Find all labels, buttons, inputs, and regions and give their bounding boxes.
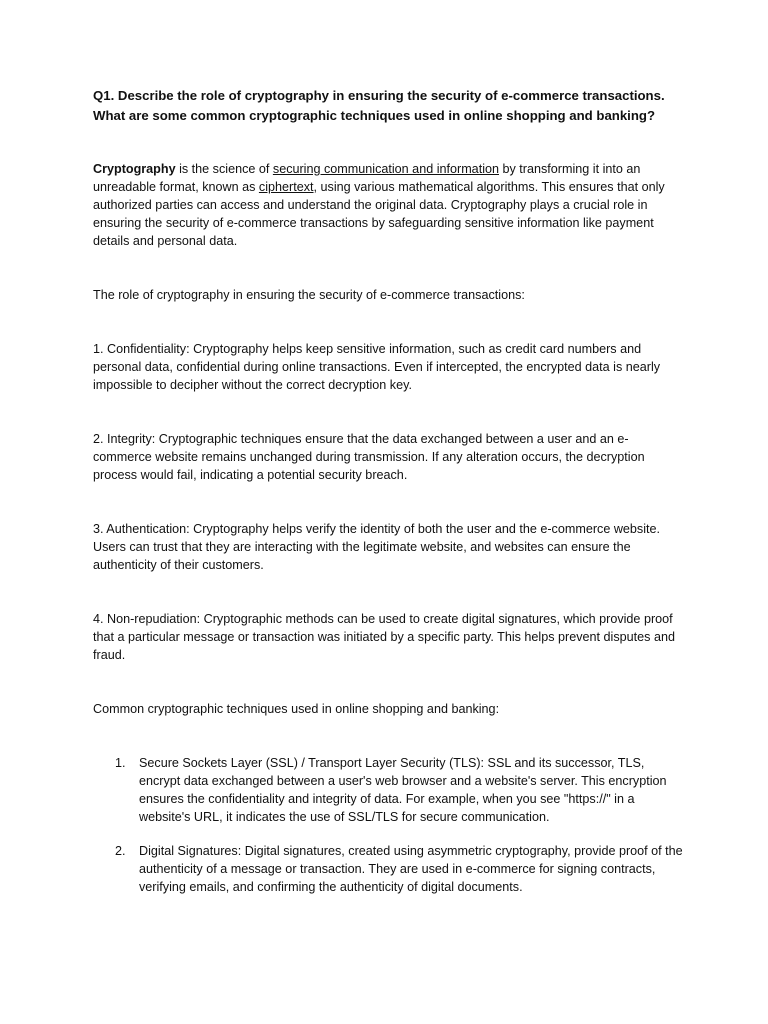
techniques-heading: Common cryptographic techniques used in online shopping and banking: — [93, 702, 500, 716]
intro-paragraph — [93, 160, 683, 250]
question-heading: Q1. Describe the role of cryptography in ensuring the security of e-commerce transactions. What are some common cryptographic techniques used in online shopping and banking? — [93, 88, 665, 123]
role-heading: The role of cryptography in ensuring the security of e-commerce transactions: — [93, 288, 525, 302]
list-item — [93, 754, 683, 826]
list-item-text: Secure Sockets Layer (SSL) / Transport Layer Security (TLS): SSL and its successor, TLS, encrypt data exchanged between a user's web browser and a website's server. This encryption ensures the confidentiality and integrity of data. For example, when you see "https://" in a website's URL, it indicates the use of SSL/TLS for secure communication. — [139, 756, 667, 824]
intro-text-3: , using various mathematical algorithms. This ensures that only authorized parties can access and understand the original data. Cryptography plays a crucial role in ensuring the security of e-commerce transactions by safeguarding sensitive information like payment details and personal data. — [93, 180, 665, 248]
list-item — [93, 842, 683, 896]
list-item-text: Digital Signatures: Digital signatures, created using asymmetric cryptography, provide proof of the authenticity of a message or transaction. They are used in e-commerce for signing contracts, verifying emails, and confirming the authenticity of digital documents. — [139, 844, 683, 894]
intro-text-2: by transforming it into an unreadable format, known as — [93, 162, 641, 194]
list-item-number: 1. — [115, 756, 126, 770]
intro-link-securing[interactable]: securing communication and information — [272, 162, 499, 176]
point-integrity: 2. Integrity: Cryptographic techniques ensure that the data exchanged between a user and an e-commerce website remains unchanged during transmission. If any alteration occurs, the decryption process would fail, indicating a potential security breach. — [93, 432, 645, 482]
document-body — [93, 86, 683, 912]
intro-text-1: is the science of — [175, 162, 273, 176]
point-authentication: 3. Authentication: Cryptography helps verify the identity of both the user and the e-commerce website. Users can trust that they are interacting with the legitimate website, and websites can ensure the authenticity of their customers. — [93, 522, 661, 572]
techniques-list — [93, 754, 683, 896]
point-non-repudiation: 4. Non-repudiation: Cryptographic methods can be used to create digital signatures, which provide proof that a particular message or transaction was initiated by a specific party. This helps prevent disputes and fraud. — [93, 612, 675, 662]
point-confidentiality: 1. Confidentiality: Cryptography helps keep sensitive information, such as credit card numbers and personal data, confidential during online transactions. Even if intercepted, the encrypted data is nearly impossible to decipher without the correct decryption key. — [93, 342, 661, 392]
intro-term: Cryptography — [93, 162, 176, 176]
list-item-number: 2. — [115, 844, 126, 858]
intro-link-ciphertext[interactable]: ciphertext — [258, 180, 314, 194]
